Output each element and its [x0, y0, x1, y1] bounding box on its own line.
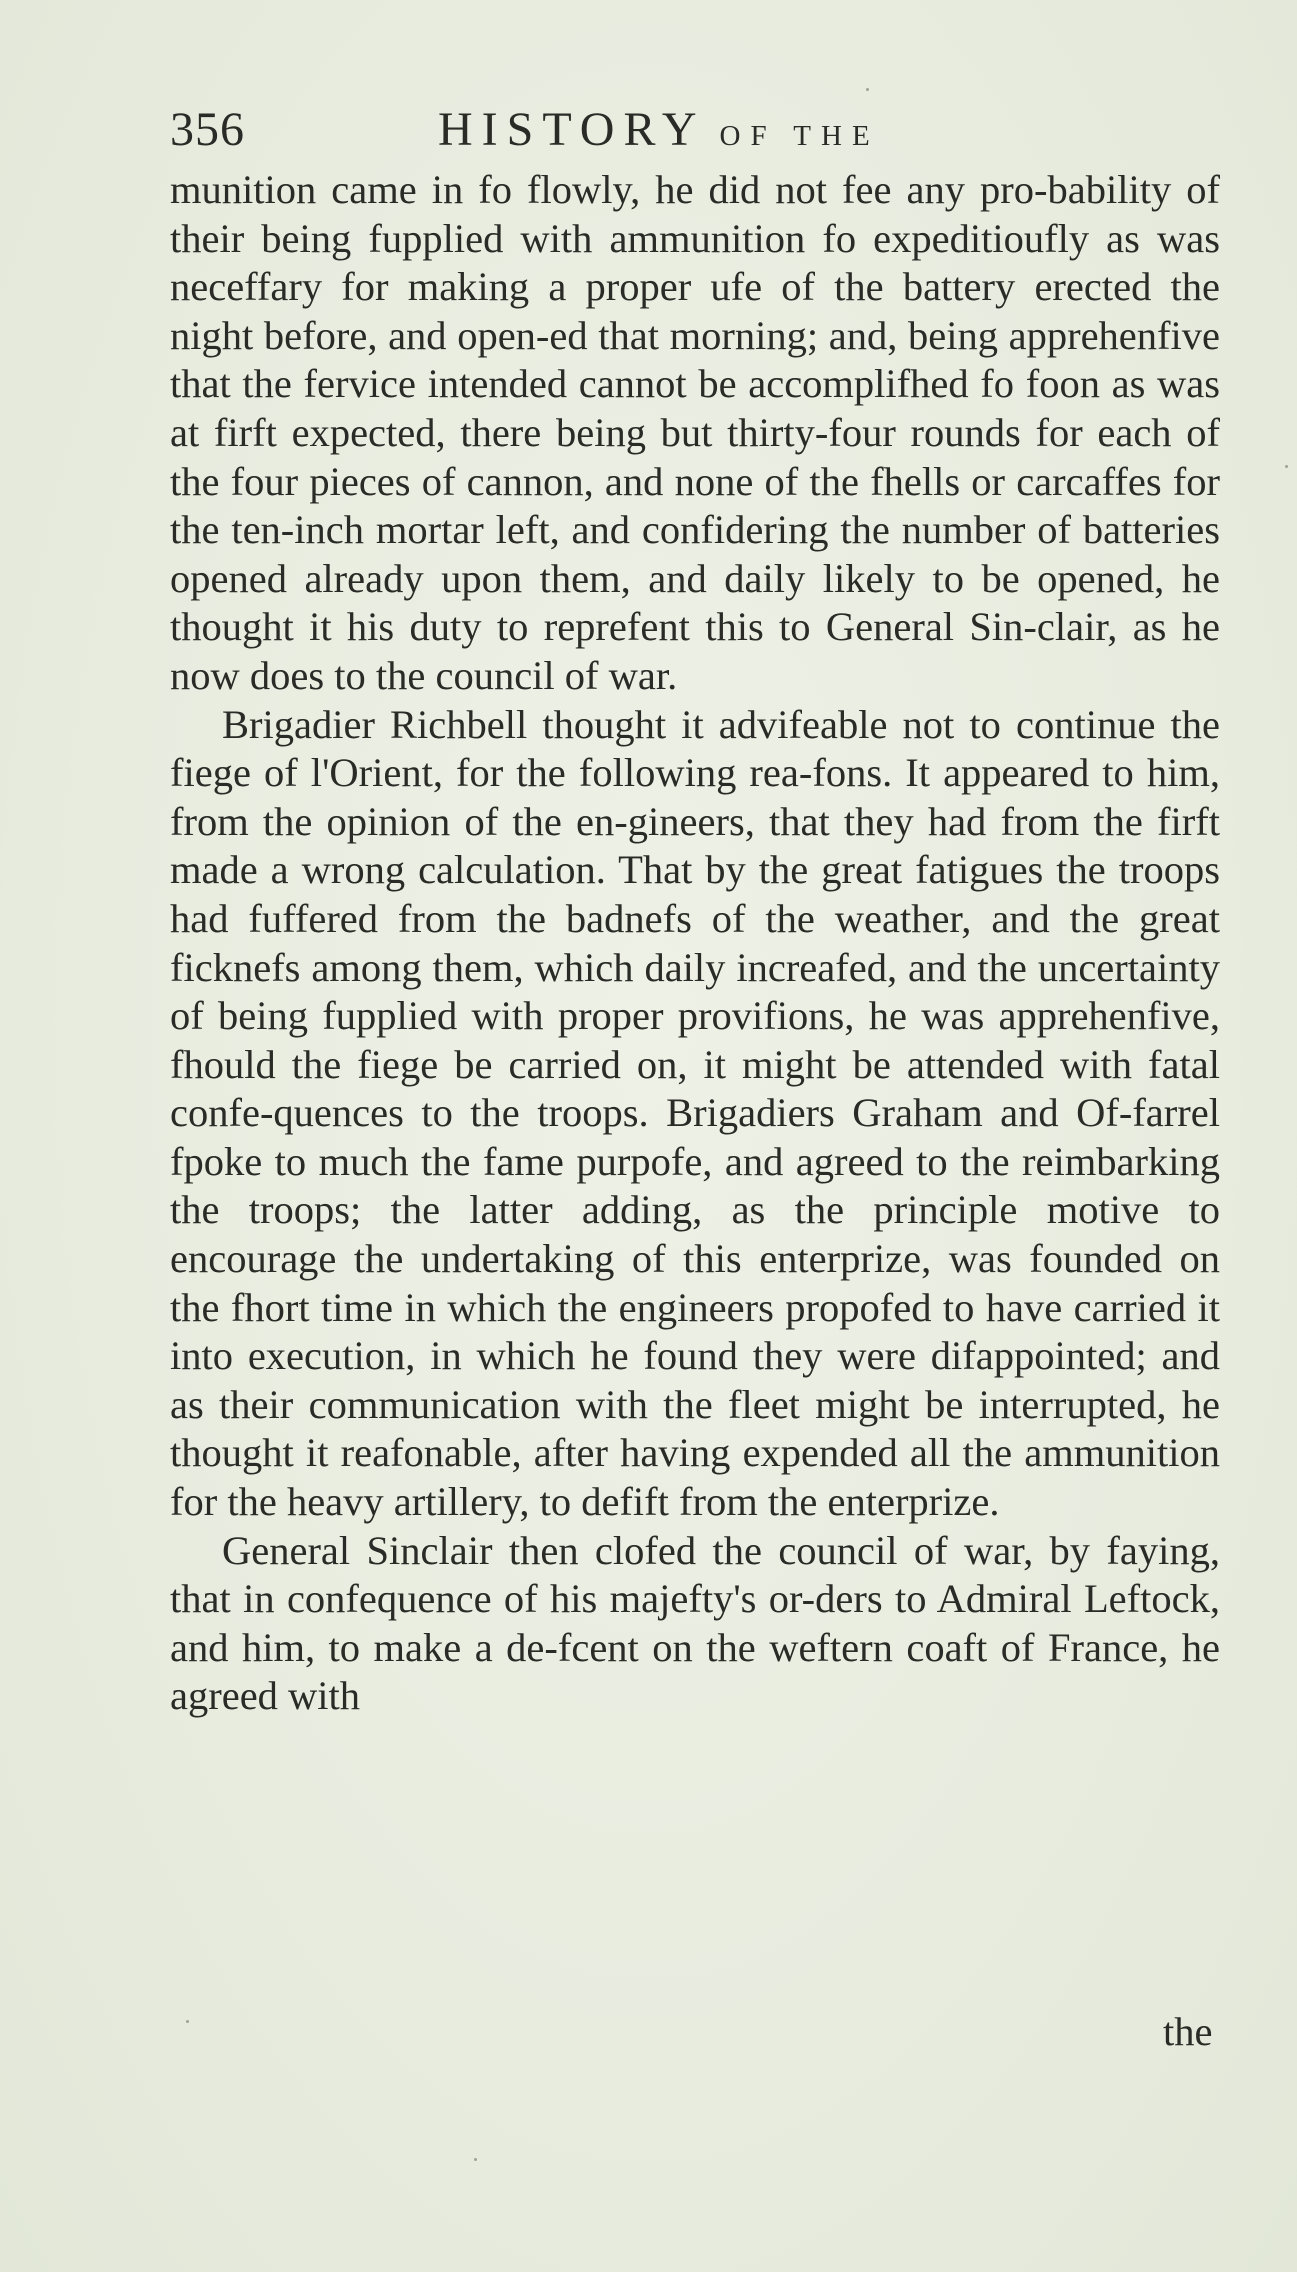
page-number: 356	[170, 103, 245, 156]
running-title-small: OF THE	[719, 120, 880, 152]
paper-speck	[474, 2158, 477, 2161]
paragraph-richbell: Brigadier Richbell thought it advifeable not to continue the fiege of l'Orient, for the following rea-fons. It appeared to him, from the opinion of the en-gineers, that they had from the firft made a wrong calculation. That by the great fatigues the troops had fuffered from the badnefs of the weather, and the great ficknefs among them, which daily increafed, and the uncertainty of being fupplied with proper provifions, he was apprehenfive, fhould the fiege be carried on, it might be attended with fatal confe-quences to the troops. Brigadiers Graham and Of-farrel fpoke to much the fame purpofe, and agreed to the reimbarking the troops; the latter adding, as the principle motive to encourage the undertaking of this enterprize, was founded on the fhort time in which the engineers propofed to have carried it into execution, in which he found they were difappointed; and as their communication with the fleet might be interrupted, he thought it reafonable, after having expended all the ammunition for the heavy artillery, to defift from the enterprize.	[170, 701, 1220, 1525]
running-title-main: HISTORY	[438, 103, 706, 156]
catchword: the	[1163, 2009, 1213, 2054]
running-header	[170, 102, 1220, 172]
paragraph-continued: munition came in fo flowly, he did not fee any pro-bability of their being fupplied with ammunition fo expeditioufly as was neceffary for making a proper ufe of the battery erected the night before, and open-ed that morning; and, being apprehenfive that the fervice intended cannot be accomplifhed fo foon as was at firft expected, there being but thirty-four rounds for each of the four pieces of cannon, and none of the fhells or carcaffes for the ten-inch mortar left, and confidering the number of batteries opened already upon them, and daily likely to be opened, he thought it his duty to reprefent this to General Sin-clair, as he now does to the council of war.	[170, 167, 1220, 698]
paper-speck	[866, 88, 869, 91]
running-title	[438, 102, 880, 157]
paragraph-sinclair: General Sinclair then clofed the council of war, by faying, that in confequence of his majefty's or-ders to Admiral Leftock, and him, to make a de-fcent on the weftern coaft of France, he agreed with	[170, 1527, 1220, 1719]
body-text	[170, 166, 1220, 1721]
paper-speck	[186, 2020, 189, 2023]
paper-speck	[1285, 465, 1288, 468]
